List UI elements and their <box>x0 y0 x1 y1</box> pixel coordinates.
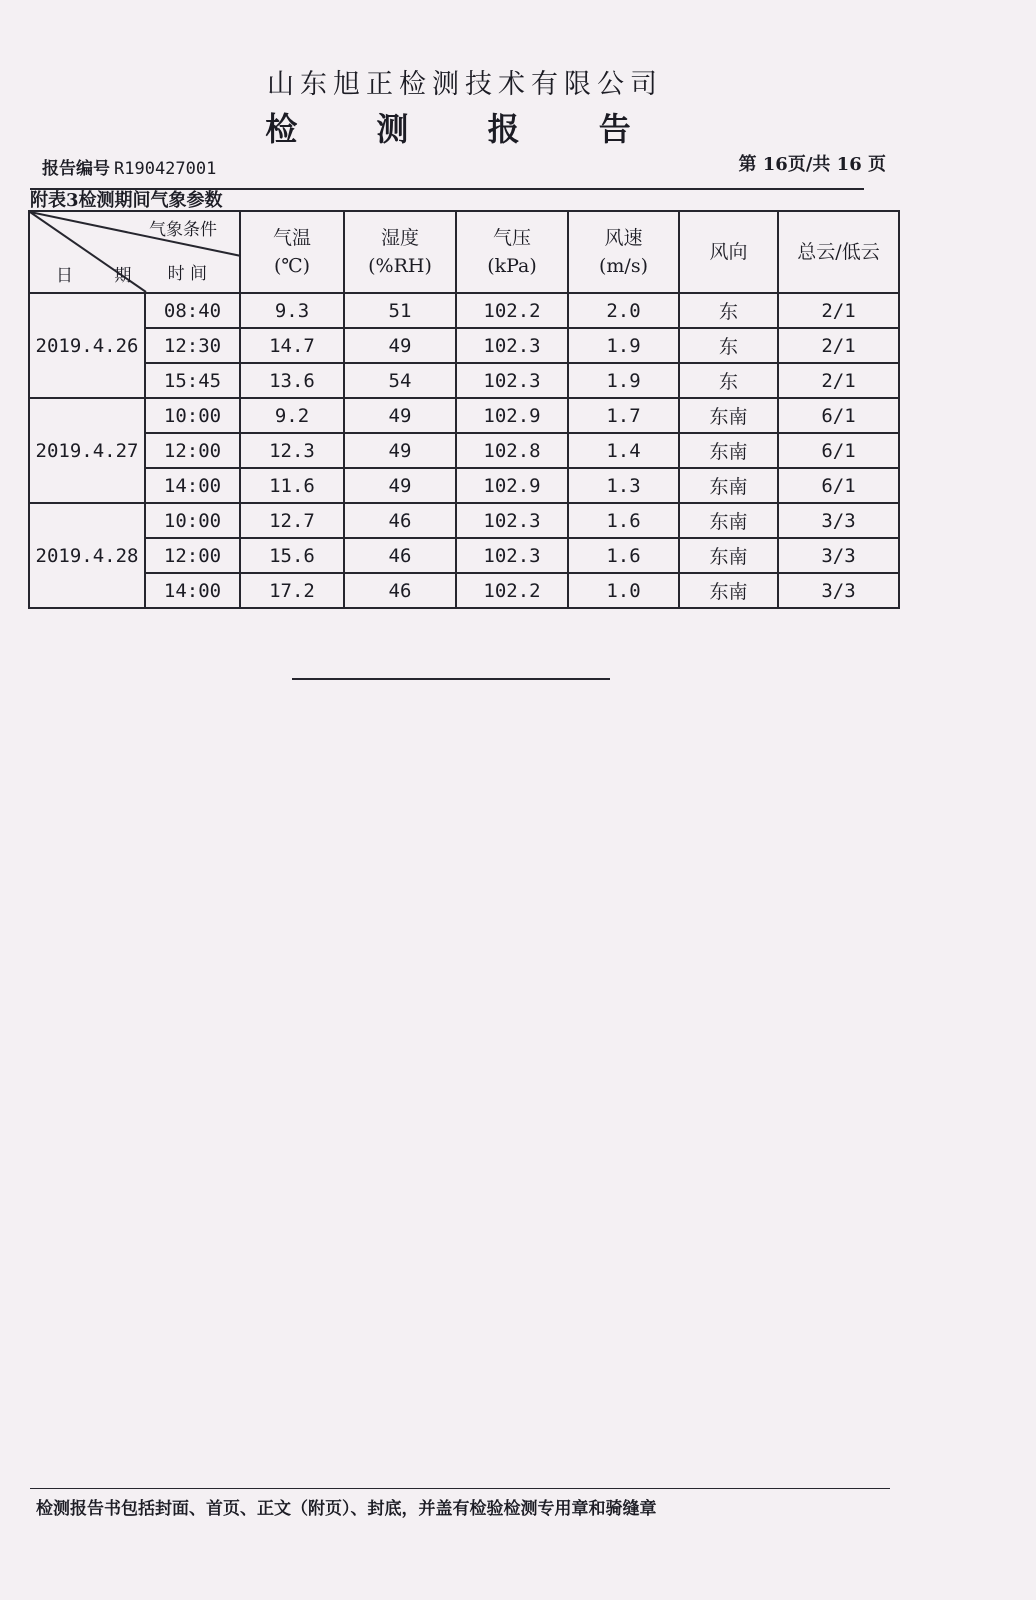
time-cell: 14:00 <box>145 468 240 503</box>
humidity-cell: 46 <box>344 538 456 573</box>
time-cell: 15:45 <box>145 363 240 398</box>
footer-note: 检测报告书包括封面、首页、正文（附页）、封底，并盖有检验检测专用章和骑缝章 <box>36 1499 657 1519</box>
report-number-value: R190427001 <box>114 159 217 179</box>
pressure-cell: 102.9 <box>456 398 568 433</box>
wind-speed-cell: 1.6 <box>568 503 679 538</box>
cloud-cell: 3/3 <box>778 573 899 608</box>
cloud-cell: 6/1 <box>778 433 899 468</box>
report-number <box>42 154 216 179</box>
humidity-cell: 49 <box>344 398 456 433</box>
page-number: 第 16页/共 16 页 <box>738 154 886 175</box>
temp-cell: 17.2 <box>240 573 344 608</box>
column-header: 总云/低云 <box>778 211 899 293</box>
wind-speed-cell: 1.9 <box>568 328 679 363</box>
table-row <box>29 573 899 608</box>
temp-cell: 14.7 <box>240 328 344 363</box>
column-header: 风向 <box>679 211 778 293</box>
cloud-cell: 2/1 <box>778 363 899 398</box>
wind-speed-cell: 1.3 <box>568 468 679 503</box>
date-cell: 2019.4.27 <box>29 398 145 503</box>
humidity-cell: 49 <box>344 468 456 503</box>
wind-dir-cell: 东南 <box>679 433 778 468</box>
table-row <box>29 468 899 503</box>
column-header: 湿度 (%RH) <box>344 211 456 293</box>
pressure-cell: 102.3 <box>456 328 568 363</box>
column-header: 气压 (kPa) <box>456 211 568 293</box>
cloud-cell: 3/3 <box>778 503 899 538</box>
time-cell: 08:40 <box>145 293 240 328</box>
wind-dir-cell: 东南 <box>679 573 778 608</box>
cloud-cell: 2/1 <box>778 328 899 363</box>
table-row <box>29 293 899 328</box>
cloud-cell: 6/1 <box>778 398 899 433</box>
pressure-cell: 102.3 <box>456 363 568 398</box>
time-cell: 14:00 <box>145 573 240 608</box>
time-cell: 12:30 <box>145 328 240 363</box>
wind-dir-cell: 东 <box>679 293 778 328</box>
temp-cell: 15.6 <box>240 538 344 573</box>
wind-dir-cell: 东南 <box>679 503 778 538</box>
temp-cell: 12.7 <box>240 503 344 538</box>
cloud-cell: 3/3 <box>778 538 899 573</box>
corner-label-weather: 气象条件 <box>149 220 217 240</box>
corner-label-date: 日 期 <box>56 266 150 286</box>
humidity-cell: 46 <box>344 503 456 538</box>
wind-dir-cell: 东 <box>679 363 778 398</box>
corner-header <box>29 211 240 293</box>
temp-cell: 9.2 <box>240 398 344 433</box>
header-row <box>29 211 899 293</box>
humidity-cell: 51 <box>344 293 456 328</box>
wind-speed-cell: 1.9 <box>568 363 679 398</box>
wind-speed-cell: 2.0 <box>568 293 679 328</box>
annex-title: 附表3检测期间气象参数 <box>30 190 223 211</box>
table-row <box>29 503 899 538</box>
wind-speed-cell: 1.7 <box>568 398 679 433</box>
wind-speed-cell: 1.0 <box>568 573 679 608</box>
time-cell: 12:00 <box>145 538 240 573</box>
table-row <box>29 433 899 468</box>
company-name: 山东旭正检测技术有限公司 <box>267 69 663 100</box>
humidity-cell: 49 <box>344 433 456 468</box>
pressure-cell: 102.8 <box>456 433 568 468</box>
pressure-cell: 102.3 <box>456 538 568 573</box>
temp-cell: 12.3 <box>240 433 344 468</box>
cloud-cell: 2/1 <box>778 293 899 328</box>
table-row <box>29 398 899 433</box>
table-row <box>29 363 899 398</box>
time-cell: 10:00 <box>145 398 240 433</box>
weather-table <box>28 210 900 609</box>
wind-dir-cell: 东南 <box>679 538 778 573</box>
column-header: 风速 (m/s) <box>568 211 679 293</box>
table-row <box>29 328 899 363</box>
weather-table-body <box>29 293 899 608</box>
pressure-cell: 102.3 <box>456 503 568 538</box>
date-cell: 2019.4.28 <box>29 503 145 608</box>
end-of-table-rule <box>292 678 610 680</box>
wind-dir-cell: 东南 <box>679 398 778 433</box>
time-cell: 10:00 <box>145 503 240 538</box>
temp-cell: 9.3 <box>240 293 344 328</box>
footer-rule <box>30 1488 890 1489</box>
humidity-cell: 49 <box>344 328 456 363</box>
pressure-cell: 102.2 <box>456 293 568 328</box>
table-row <box>29 538 899 573</box>
temp-cell: 11.6 <box>240 468 344 503</box>
humidity-cell: 54 <box>344 363 456 398</box>
temp-cell: 13.6 <box>240 363 344 398</box>
wind-speed-cell: 1.4 <box>568 433 679 468</box>
report-title: 检 测 报 告 <box>265 110 665 148</box>
wind-dir-cell: 东 <box>679 328 778 363</box>
humidity-cell: 46 <box>344 573 456 608</box>
date-cell: 2019.4.26 <box>29 293 145 398</box>
wind-dir-cell: 东南 <box>679 468 778 503</box>
time-cell: 12:00 <box>145 433 240 468</box>
column-header: 气温 (℃) <box>240 211 344 293</box>
wind-speed-cell: 1.6 <box>568 538 679 573</box>
corner-label-time: 时 间 <box>167 264 207 284</box>
pressure-cell: 102.9 <box>456 468 568 503</box>
report-number-label: 报告编号 <box>42 159 110 179</box>
pressure-cell: 102.2 <box>456 573 568 608</box>
cloud-cell: 6/1 <box>778 468 899 503</box>
